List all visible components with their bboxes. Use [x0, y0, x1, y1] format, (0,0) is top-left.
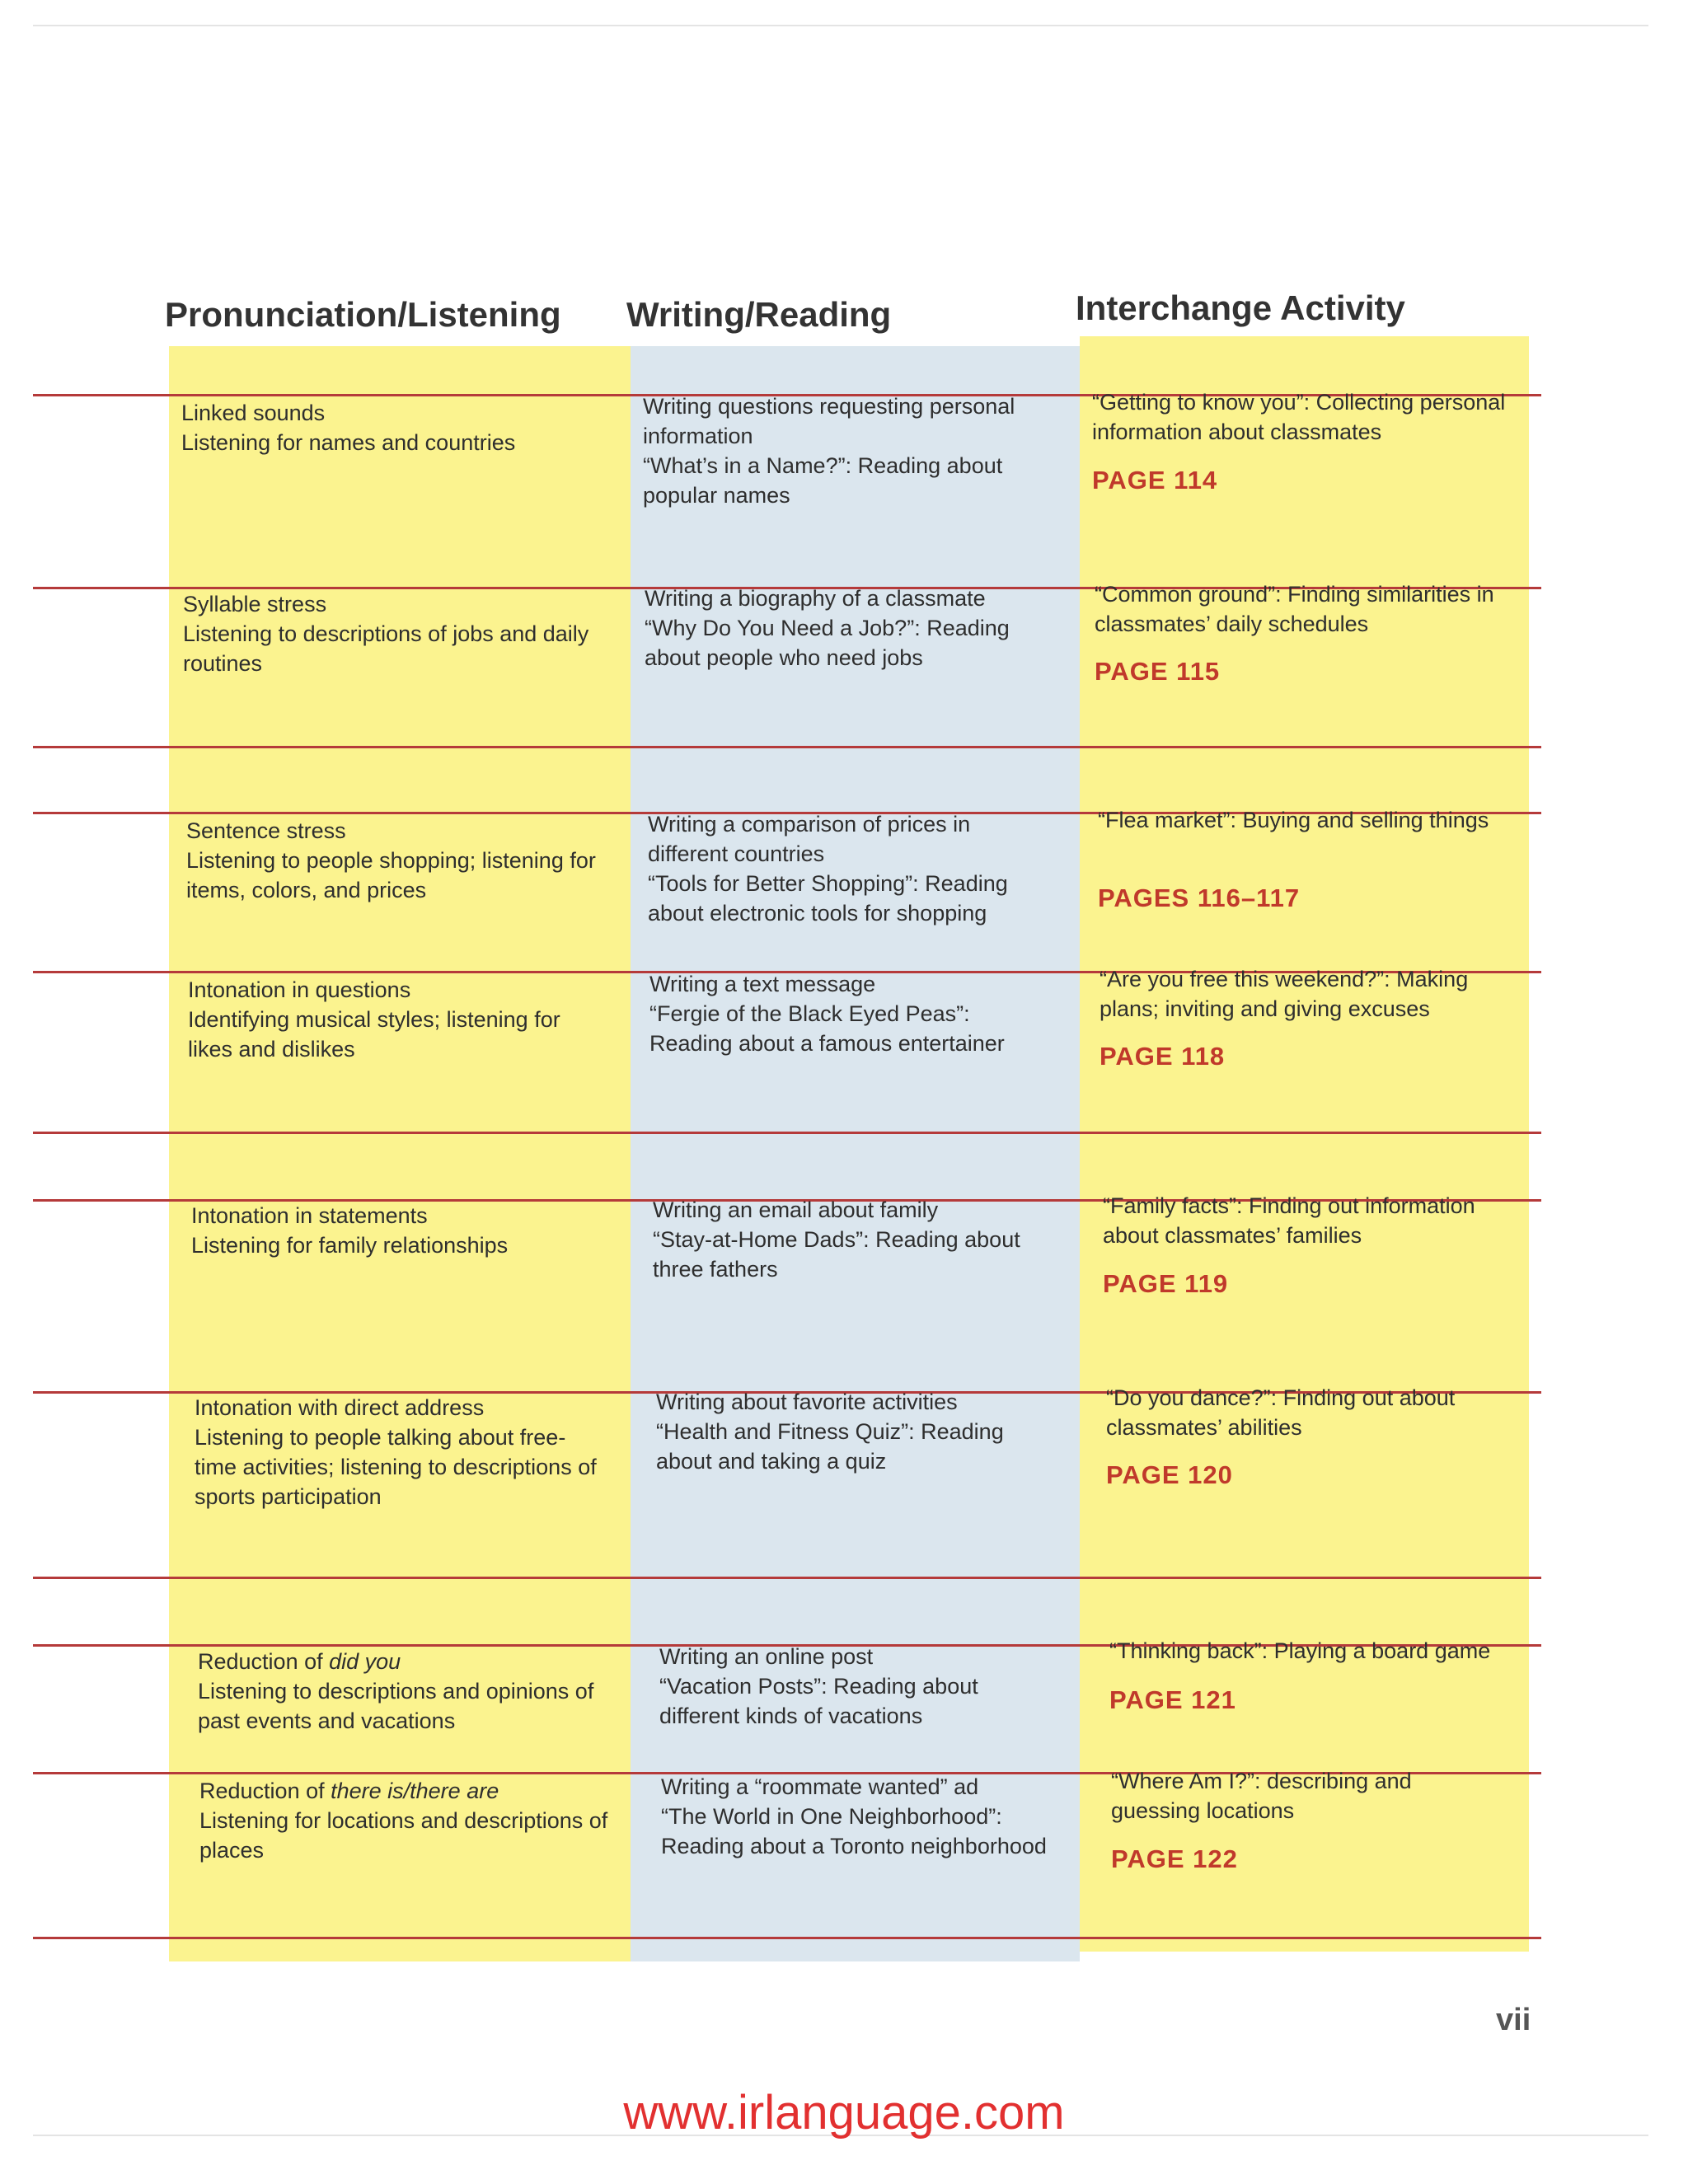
top-scan-edge [33, 25, 1648, 26]
row-5-pronunciation: Intonation in statements Listening for family relationships [191, 1203, 509, 1258]
row-1-interchange: “Getting to know you”: Collecting personal information about classmates [1092, 390, 1506, 444]
row-4-writing: Writing a text message “Fergie of the Black Eyed Peas”: Reading about a famous entertainer [649, 972, 1005, 1056]
watermark-url: www.irlanguage.com [623, 2086, 1065, 2139]
row-7-interchange: “Thinking back”: Playing a board game [1109, 1638, 1491, 1663]
row-5-interchange: “Family facts”: Finding out information about classmates’ families [1103, 1193, 1475, 1248]
row-3-writing: Writing a comparison of prices in different countries “Tools for Better Shopping”: Reading about electronic tools for shopping [648, 812, 1008, 926]
header-pronunciation: Pronunciation/Listening [165, 295, 561, 334]
row-rule [33, 1577, 1541, 1579]
row-2-interchange: “Common ground”: Finding similarities in classmates’ daily schedules [1095, 582, 1494, 636]
row-1-writing: Writing questions requesting personal information “What’s in a Name?”: Reading about popular names [643, 394, 1015, 508]
row-rule [33, 1132, 1541, 1134]
row-7-writing: Writing an online post “Vacation Posts”: Reading about different kinds of vacations [659, 1644, 978, 1728]
row-8-pronunciation: Reduction of there is/there are Listening for locations and descriptions of places [199, 1779, 608, 1863]
row-rule [33, 1937, 1541, 1939]
row-7-page-ref[interactable]: PAGE 121 [1109, 1685, 1236, 1714]
row-1-pronunciation: Linked sounds Listening for names and countries [181, 401, 516, 455]
row-3-pronunciation: Sentence stress Listening to people shopping; listening for items, colors, and prices [186, 818, 596, 902]
row-8-writing: Writing a “roommate wanted” ad “The World in One Neighborhood”: Reading about a Toronto neighborhood [661, 1774, 1047, 1858]
header-writing: Writing/Reading [626, 295, 892, 334]
row-4-interchange: “Are you free this weekend?”: Making plans; inviting and giving excuses [1100, 967, 1469, 1021]
row-1-page-ref[interactable]: PAGE 114 [1092, 466, 1218, 494]
row-2-pronunciation: Syllable stress Listening to descriptions of jobs and daily routines [183, 592, 589, 676]
row-2-page-ref[interactable]: PAGE 115 [1095, 657, 1221, 686]
header-interchange: Interchange Activity [1076, 288, 1405, 327]
row-5-writing: Writing an email about family “Stay-at-Home Dads”: Reading about three fathers [653, 1197, 1020, 1282]
row-3-page-ref[interactable]: PAGES 116–117 [1098, 883, 1301, 912]
row-7-pronunciation: Reduction of did you Listening to descriptions and opinions of past events and vacations [198, 1649, 594, 1733]
row-8-page-ref[interactable]: PAGE 122 [1111, 1844, 1238, 1873]
row-5-page-ref[interactable]: PAGE 119 [1103, 1269, 1229, 1298]
row-6-page-ref[interactable]: PAGE 120 [1106, 1460, 1233, 1489]
row-3-interchange: “Flea market”: Buying and selling things [1098, 808, 1489, 832]
row-2-writing: Writing a biography of a classmate “Why Do You Need a Job?”: Reading about people who need jobs [645, 586, 1010, 670]
row-4-pronunciation: Intonation in questions Identifying musical styles; listening for likes and dislikes [188, 977, 560, 1062]
page-folio: vii [1496, 2003, 1531, 2037]
row-rule [33, 746, 1541, 748]
row-6-pronunciation: Intonation with direct address Listening to people talking about free-time activities; listening to descriptions of sports participation [195, 1395, 597, 1509]
row-6-writing: Writing about favorite activities “Health and Fitness Quiz”: Reading about and taking a quiz [656, 1390, 1004, 1474]
row-4-page-ref[interactable]: PAGE 118 [1100, 1042, 1226, 1071]
row-8-interchange: “Where Am I?”: describing and guessing locations [1111, 1769, 1412, 1823]
row-6-interchange: “Do you dance?”: Finding out about classmates’ abilities [1106, 1385, 1456, 1440]
